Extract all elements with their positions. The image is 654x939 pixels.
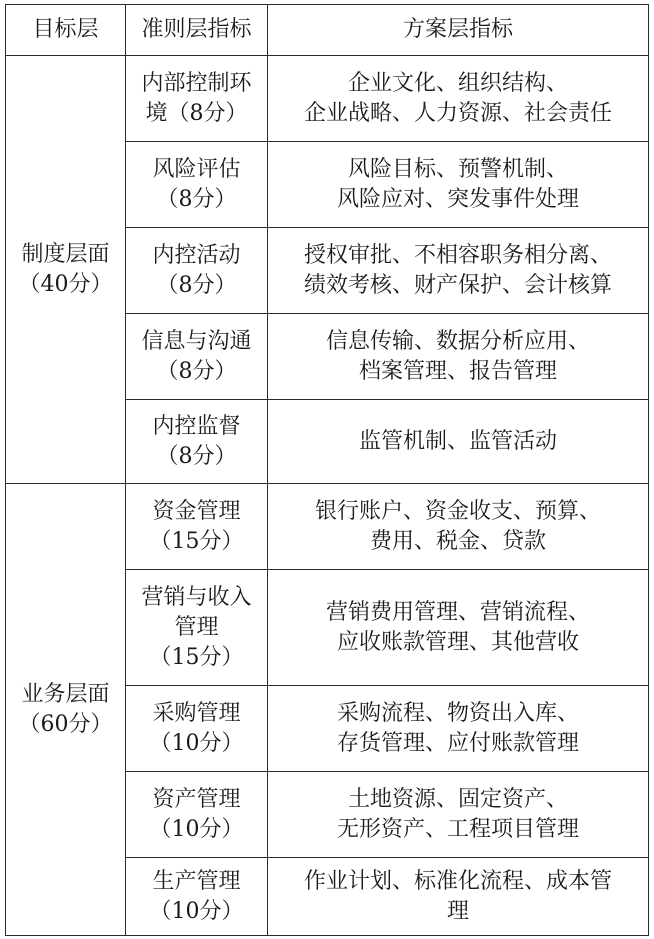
criterion-line: （8分）	[156, 358, 237, 384]
indicator-cell	[268, 142, 649, 228]
indicator-line: 企业战略、人力资源、社会责任	[303, 100, 612, 126]
indicator-line: 档案管理、报告管理	[358, 358, 557, 384]
indicator-cell	[268, 484, 649, 570]
criterion-cell	[126, 484, 268, 570]
criterion-cell	[126, 686, 268, 772]
criterion-cell	[126, 228, 268, 314]
criterion-cell	[126, 772, 268, 858]
table-row	[6, 56, 649, 142]
criterion-line: （10分）	[149, 898, 244, 924]
criterion-cell	[126, 570, 268, 686]
criterion-line: （8分）	[156, 443, 237, 469]
criterion-cell	[126, 314, 268, 400]
criterion-line: （15分）	[149, 528, 244, 554]
indicator-line: 应收账款管理、其他营收	[336, 629, 579, 655]
criterion-line: 信息与沟通	[141, 328, 252, 354]
criterion-line: 采购管理	[152, 700, 241, 726]
target-name: 业务层面	[21, 681, 110, 707]
target-score: （60分）	[18, 711, 113, 737]
criterion-line: 资金管理	[152, 498, 241, 524]
header-target-layer: 目标层	[6, 5, 126, 56]
table-row	[6, 484, 649, 570]
criterion-line: （10分）	[149, 730, 244, 756]
criterion-line: 资产管理	[152, 786, 241, 812]
criterion-line: 境（8分）	[145, 100, 248, 126]
target-name: 制度层面	[21, 241, 110, 267]
criterion-line: 内控活动	[152, 242, 241, 268]
criterion-line: 风险评估	[152, 156, 241, 182]
criterion-line: （15分）	[149, 644, 244, 670]
indicator-line: 存货管理、应付账款管理	[336, 730, 579, 756]
indicator-cell	[268, 858, 649, 936]
criterion-line: 营销与收入	[141, 584, 252, 610]
indicator-line: 营销费用管理、营销流程、	[325, 599, 590, 625]
header-scheme-layer: 方案层指标	[268, 5, 649, 56]
header-criterion-layer: 准则层指标	[126, 5, 268, 56]
indicator-line: 作业计划、标准化流程、成本管	[303, 868, 612, 894]
criterion-line: 内控监督	[152, 413, 241, 439]
indicator-cell	[268, 772, 649, 858]
indicator-line: 风险目标、预警机制、	[347, 156, 568, 182]
target-score: （40分）	[18, 271, 113, 297]
target-cell	[6, 484, 126, 936]
indicator-line: 银行账户、资金收支、预算、	[314, 498, 601, 524]
criterion-cell	[126, 400, 268, 484]
indicator-cell	[268, 570, 649, 686]
indicator-cell	[268, 400, 649, 484]
criterion-line: （8分）	[156, 186, 237, 212]
indicator-system-table	[5, 4, 649, 936]
target-cell	[6, 56, 126, 484]
indicator-line: 监管机制、监管活动	[358, 428, 557, 454]
indicator-line: 风险应对、突发事件处理	[336, 186, 579, 212]
indicator-line: 企业文化、组织结构、	[347, 70, 568, 96]
criterion-line: 管理	[174, 614, 219, 640]
indicator-cell	[268, 686, 649, 772]
indicator-cell	[268, 314, 649, 400]
indicator-line: 信息传输、数据分析应用、	[325, 328, 590, 354]
criterion-cell	[126, 56, 268, 142]
indicator-line: 授权审批、不相容职务相分离、	[303, 242, 612, 268]
header-row	[6, 5, 649, 56]
criterion-line: 生产管理	[152, 868, 241, 894]
indicator-line: 土地资源、固定资产、	[347, 786, 568, 812]
criterion-line: （8分）	[156, 272, 237, 298]
indicator-line: 费用、税金、贷款	[369, 528, 546, 554]
indicator-cell	[268, 228, 649, 314]
criterion-line: 内部控制环	[141, 70, 252, 96]
criterion-cell	[126, 858, 268, 936]
criterion-cell	[126, 142, 268, 228]
indicator-line: 采购流程、物资出入库、	[336, 700, 579, 726]
indicator-line: 绩效考核、财产保护、会计核算	[303, 272, 612, 298]
indicator-cell	[268, 56, 649, 142]
indicator-line: 理	[446, 898, 469, 924]
criterion-line: （10分）	[149, 816, 244, 842]
indicator-line: 无形资产、工程项目管理	[336, 816, 579, 842]
